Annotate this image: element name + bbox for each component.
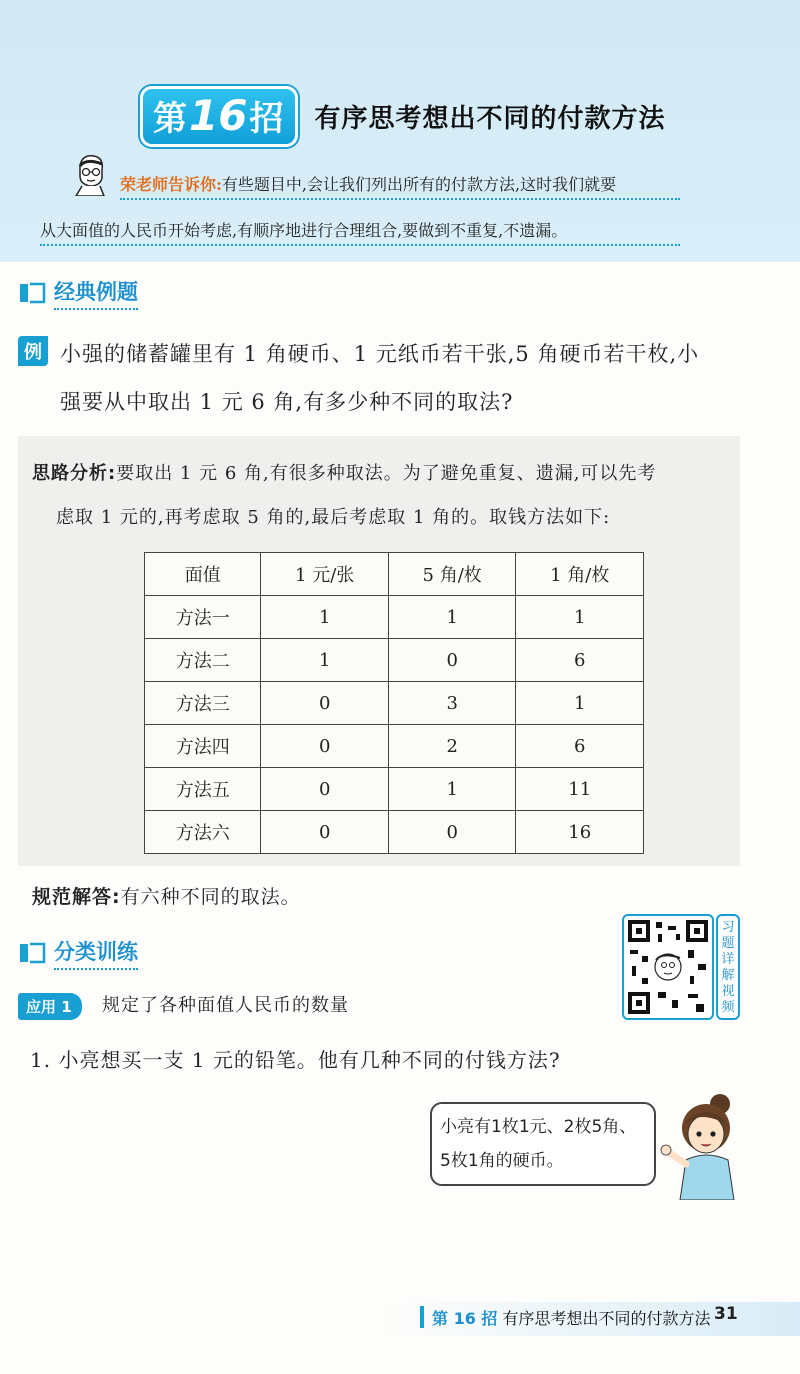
- table-header-row: [145, 553, 644, 596]
- section-heading-training: [18, 936, 138, 970]
- footer-chapter: [432, 1306, 711, 1329]
- table-cell: 1: [388, 768, 516, 811]
- table-cell: 0: [388, 811, 516, 854]
- footer-divider: [420, 1306, 424, 1328]
- qr-side-char: 解: [721, 968, 735, 983]
- teacher-avatar-icon: [72, 152, 108, 196]
- answer-label: 规范解答:: [32, 886, 121, 908]
- badge-number: 16: [189, 91, 248, 140]
- table-cell: 方法二: [145, 639, 261, 682]
- qr-code-icon: [628, 920, 708, 1014]
- tip-line-1: [120, 172, 680, 200]
- analysis-line-2: 虑取 1 元的,再考虑取 5 角的,最后考虑取 1 角的。取钱方法如下:: [56, 507, 611, 528]
- table-row: [145, 682, 644, 725]
- girl-character-icon: [650, 1090, 750, 1200]
- tip-label: 荣老师告诉你:: [120, 175, 222, 194]
- table-cell: 0: [261, 768, 389, 811]
- table-cell: 方法四: [145, 725, 261, 768]
- section-title: 分类训练: [54, 936, 138, 970]
- table-cell: 6: [516, 725, 644, 768]
- table-cell: 2: [388, 725, 516, 768]
- application-badge: 应用 1: [18, 993, 82, 1020]
- table-cell: 3: [388, 682, 516, 725]
- table-cell: 0: [388, 639, 516, 682]
- table-cell: 1: [388, 596, 516, 639]
- chapter-title: 有序思考想出不同的付款方法: [314, 104, 666, 134]
- table-cell: 16: [516, 811, 644, 854]
- book-icon: [18, 941, 48, 965]
- table-cell: 11: [516, 768, 644, 811]
- example-line-1: 小强的储蓄罐里有 1 角硬币、1 元纸币若干张,5 角硬币若干枚,小: [60, 342, 700, 366]
- table-cell: 0: [261, 725, 389, 768]
- example-question: [60, 330, 780, 426]
- table-row: [145, 639, 644, 682]
- badge-part2: 招: [249, 99, 284, 139]
- payment-methods-table: [144, 552, 644, 854]
- chapter-badge: [140, 86, 298, 147]
- qr-side-char: 习: [721, 920, 735, 935]
- speech-bubble: [430, 1102, 656, 1186]
- tip-line-2: 从大面值的人民币开始考虑,有顺序地进行合理组合,要做到不重复,不遗漏。: [40, 218, 680, 246]
- bubble-line-2: 5枚1角的硬币。: [440, 1151, 564, 1171]
- footer-chapter-title: 有序思考想出不同的付款方法: [502, 1309, 711, 1328]
- table-row: [145, 768, 644, 811]
- table-cell: 1: [516, 596, 644, 639]
- page-number: 31: [714, 1304, 738, 1324]
- answer-text: 有六种不同的取法。: [120, 886, 301, 908]
- bubble-line-1: 小亮有1枚1元、2枚5角、: [440, 1117, 637, 1137]
- qr-side-char: 视: [721, 984, 735, 999]
- page-title: [140, 86, 665, 147]
- analysis-text: [32, 452, 732, 540]
- analysis-line-1: 要取出 1 元 6 角,有很多种取法。为了避免重复、遗漏,可以先考: [116, 463, 657, 484]
- footer-chapter-number: 第 16 招: [432, 1309, 498, 1328]
- table-cell: 1: [261, 596, 389, 639]
- table-cell: 方法六: [145, 811, 261, 854]
- standard-answer: [32, 882, 301, 909]
- table-row: [145, 725, 644, 768]
- table-cell: 1: [516, 682, 644, 725]
- badge-part1: 第: [153, 99, 187, 139]
- table-header: 1 元/张: [261, 553, 389, 596]
- table-header: 面值: [145, 553, 261, 596]
- table-row: [145, 596, 644, 639]
- table-header: 5 角/枚: [388, 553, 516, 596]
- section-heading-examples: [18, 276, 138, 310]
- table-cell: 方法一: [145, 596, 261, 639]
- section-title: 经典例题: [54, 276, 138, 310]
- table-cell: 方法三: [145, 682, 261, 725]
- analysis-label: 思路分析:: [32, 463, 117, 484]
- table-cell: 方法五: [145, 768, 261, 811]
- application-title: 规定了各种面值人民币的数量: [102, 995, 349, 1016]
- table-cell: 0: [261, 811, 389, 854]
- tip-text-1: 有些题目中,会让我们列出所有的付款方法,这时我们就要: [221, 175, 617, 194]
- table-cell: 6: [516, 639, 644, 682]
- example-line-2: 强要从中取出 1 元 6 角,有多少种不同的取法?: [60, 390, 514, 414]
- qr-side-label: [716, 914, 740, 1020]
- table-cell: 1: [261, 639, 389, 682]
- book-icon: [18, 281, 48, 305]
- qr-side-char: 频: [721, 1000, 735, 1015]
- qr-side-char: 详: [721, 952, 735, 967]
- question-1: 1. 小亮想买一支 1 元的铅笔。他有几种不同的付钱方法?: [30, 1048, 561, 1072]
- qr-code[interactable]: [622, 914, 714, 1020]
- table-header: 1 角/枚: [516, 553, 644, 596]
- table-cell: 0: [261, 682, 389, 725]
- table-row: [145, 811, 644, 854]
- qr-side-char: 题: [721, 936, 735, 951]
- example-badge: 例: [18, 336, 48, 366]
